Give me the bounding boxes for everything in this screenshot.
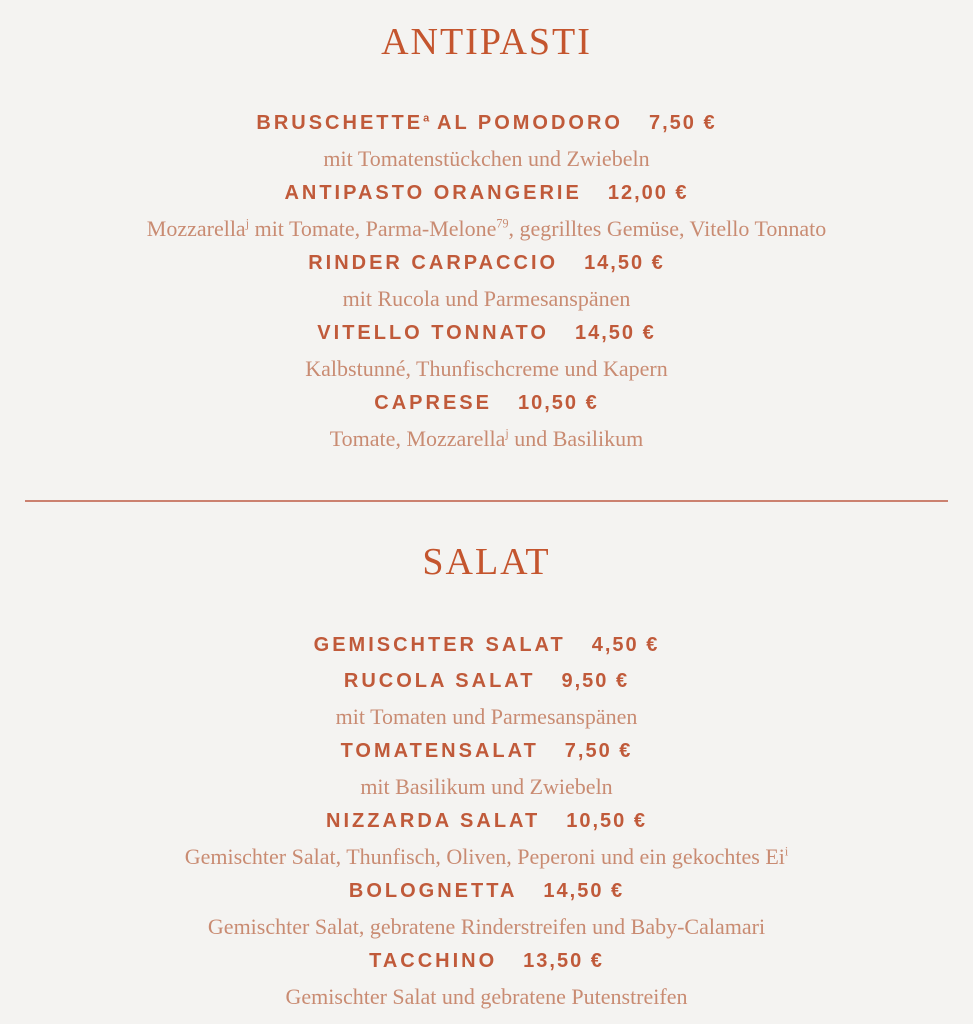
menu-item-title-line: [0, 628, 973, 664]
menu-item-price: 13,50 €: [523, 950, 604, 972]
menu-item-name: RUCOLA SALAT: [343, 670, 536, 692]
menu-item: [0, 246, 973, 316]
menu-item-description: Kalbstunné, Thunfischcreme und Kapern: [305, 356, 668, 381]
footnote-superscript: j: [245, 216, 250, 231]
menu-item-price: 14,50 €: [543, 880, 625, 902]
menu-item-price: 9,50 €: [561, 670, 630, 692]
menu-item-description: Tomate, Mozzarella$^j$ und Basilikum: [329, 426, 644, 451]
menu-item-price: 14,50 €: [584, 252, 665, 274]
menu-item-name: ANTIPASTO ORANGERIE: [284, 182, 582, 204]
footnote-superscript: i: [784, 844, 789, 859]
menu-section-salat: [0, 542, 973, 1014]
menu-item-description: Gemischter Salat und gebratene Putenstreifen: [285, 984, 688, 1009]
menu-item-title-line: [0, 316, 973, 352]
menu-item-name: NIZZARDA SALAT: [326, 810, 541, 832]
menu-item: [0, 386, 973, 456]
menu-item-name: GEMISCHTER SALAT: [313, 634, 566, 656]
menu-item-name: CAPRESE: [374, 392, 492, 414]
menu-item-name: BRUSCHETTE$^a$ AL POMODORO: [256, 112, 623, 134]
menu-item-price: 4,50 €: [591, 634, 660, 656]
menu-item: [0, 176, 973, 246]
menu-item: [0, 664, 973, 734]
menu-item-description: Gemischter Salat, gebratene Rinderstreifen und Baby-Calamari: [207, 914, 766, 939]
menu-item-title-line: [0, 176, 973, 212]
menu-item-price: 12,00 €: [607, 182, 689, 204]
menu-item-name: TOMATENSALAT: [340, 740, 539, 762]
section-items-antipasti: [0, 106, 973, 456]
menu-item-description: mit Rucola und Parmesanspänen: [342, 286, 631, 311]
menu-item-description: mit Basilikum und Zwiebeln: [360, 774, 613, 799]
menu-item: [0, 944, 973, 1014]
menu-item-title-line: [0, 944, 973, 980]
menu-item-title-line: [0, 386, 973, 422]
menu-item-name: RINDER CARPACCIO: [308, 252, 559, 274]
menu-item-price: 10,50 €: [517, 392, 599, 414]
menu-item: [0, 874, 973, 944]
section-divider: [25, 500, 948, 502]
menu-item-title-line: [0, 246, 973, 282]
menu-item-price: 10,50 €: [566, 810, 647, 832]
footnote-superscript: 79: [496, 216, 509, 231]
menu-item-title-line: [0, 734, 973, 770]
menu-item: [0, 106, 973, 176]
menu-item-name: BOLOGNETTA: [348, 880, 518, 902]
menu-item-price: 7,50 €: [648, 112, 717, 134]
section-title-salat: SALAT: [422, 541, 551, 583]
menu-section-antipasti: [0, 22, 973, 456]
menu-item-title-line: [0, 804, 973, 840]
menu-item-title-line: [0, 874, 973, 910]
section-items-salat: [0, 628, 973, 1014]
footnote-superscript: j: [505, 426, 509, 441]
menu-item-description: mit Tomaten und Parmesanspänen: [335, 704, 638, 729]
menu-item: [0, 804, 973, 874]
menu-item-name: VITELLO TONNATO: [317, 322, 549, 344]
menu-item-description: Mozzarella$^j$ mit Tomate, Parma-Melone$^{79}$, gegrilltes Gemüse, Vitello Tonnato: [146, 216, 827, 241]
section-title-antipasti: ANTIPASTI: [381, 21, 592, 63]
menu-item-price: 7,50 €: [564, 740, 633, 762]
menu-item-price: 14,50 €: [574, 322, 656, 344]
menu-item-description: mit Tomatenstückchen und Zwiebeln: [323, 146, 650, 171]
menu-item-title-line: [0, 106, 973, 142]
menu-item: [0, 734, 973, 804]
menu-item-name: TACCHINO: [369, 950, 498, 972]
footnote-superscript: a: [423, 112, 430, 125]
menu-item: [0, 316, 973, 386]
menu-item-description: Gemischter Salat, Thunfisch, Oliven, Peperoni und ein gekochtes Ei$^i$: [184, 844, 789, 869]
menu-item: [0, 628, 973, 664]
menu-item-title-line: [0, 664, 973, 700]
